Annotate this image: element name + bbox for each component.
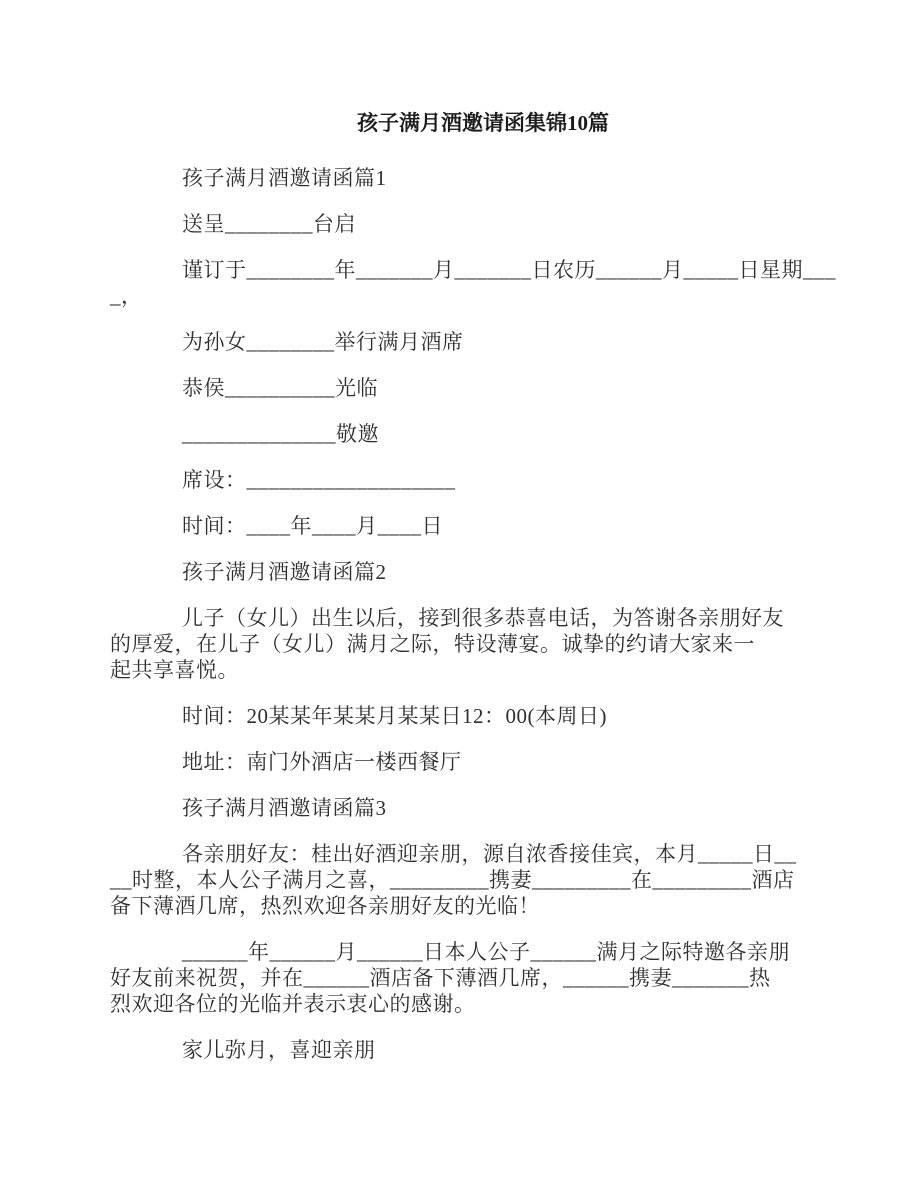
text-line: 恭侯__________光临 (182, 376, 378, 400)
text-line: 好友前来祝贺，并在______酒店备下薄酒几席，______携妻_______热 (110, 966, 771, 990)
paragraph-invitation-3b (110, 939, 810, 1017)
line-venue (110, 467, 810, 493)
text-line: _， (110, 284, 143, 308)
text-line: 儿子（女儿）出生以后，接到很多恭喜电话，为答谢各亲朋好友 (182, 606, 784, 630)
line-address-2 (110, 749, 810, 775)
text-line: 为孙女________举行满月酒席 (182, 330, 464, 354)
paragraph-invitation-2 (110, 605, 810, 683)
line-time-2 (110, 703, 810, 729)
line-closing (110, 1037, 810, 1063)
section-3-heading (110, 795, 810, 821)
text-line: ______________敬邀 (182, 422, 379, 446)
section-2-heading (110, 559, 810, 585)
text-line: 孩子满月酒邀请函篇1 (182, 166, 387, 190)
text-line: 家儿弥月，喜迎亲朋 (182, 1038, 376, 1062)
paragraph-invitation-3a (110, 841, 810, 919)
line-recipient (110, 211, 810, 237)
section-1-heading (110, 165, 810, 191)
text-line: 各亲朋好友：桂出好酒迎亲朋，源自浓香接佳宾，本月_____日__ (182, 842, 797, 866)
text-line: 的厚爱，在儿子（女儿）满月之际，特设薄宴。诚挚的约请大家来一 (110, 632, 755, 656)
line-granddaughter-banquet (110, 329, 810, 355)
text-line: ______年______月______日本人公子______满月之际特邀各亲朋 (182, 940, 790, 964)
document-title: 孩子满月酒邀请函集锦10篇 (357, 111, 609, 135)
line-await-presence (110, 375, 810, 401)
text-line: 时间：20某某年某某月某某日12：00(本周日) (182, 704, 607, 728)
text-line: 谨订于________年_______月_______日农历______月_____日星期___ (182, 258, 836, 282)
text-line: 孩子满月酒邀请函篇2 (182, 560, 387, 584)
text-line: 地址：南门外酒店一楼西餐厅 (182, 750, 462, 774)
text-line: 孩子满月酒邀请函篇3 (182, 796, 387, 820)
text-line: 送呈________台启 (182, 212, 356, 236)
line-respectfully-invite (110, 421, 810, 447)
text-line: __时整，本人公子满月之喜，_________携妻_________在_________酒店 (110, 868, 795, 892)
line-scheduled-date (110, 257, 836, 309)
text-line: 时间：____年____月____日 (182, 514, 443, 538)
text-line: 备下薄酒几席，热烈欢迎各亲朋好友的光临！ (110, 894, 540, 918)
text-line: 席设：___________________ (182, 468, 456, 492)
text-line: 烈欢迎各位的光临并表示衷心的感谢。 (110, 992, 476, 1016)
text-line: 起共享喜悦。 (110, 658, 239, 682)
line-time-1 (110, 513, 810, 539)
